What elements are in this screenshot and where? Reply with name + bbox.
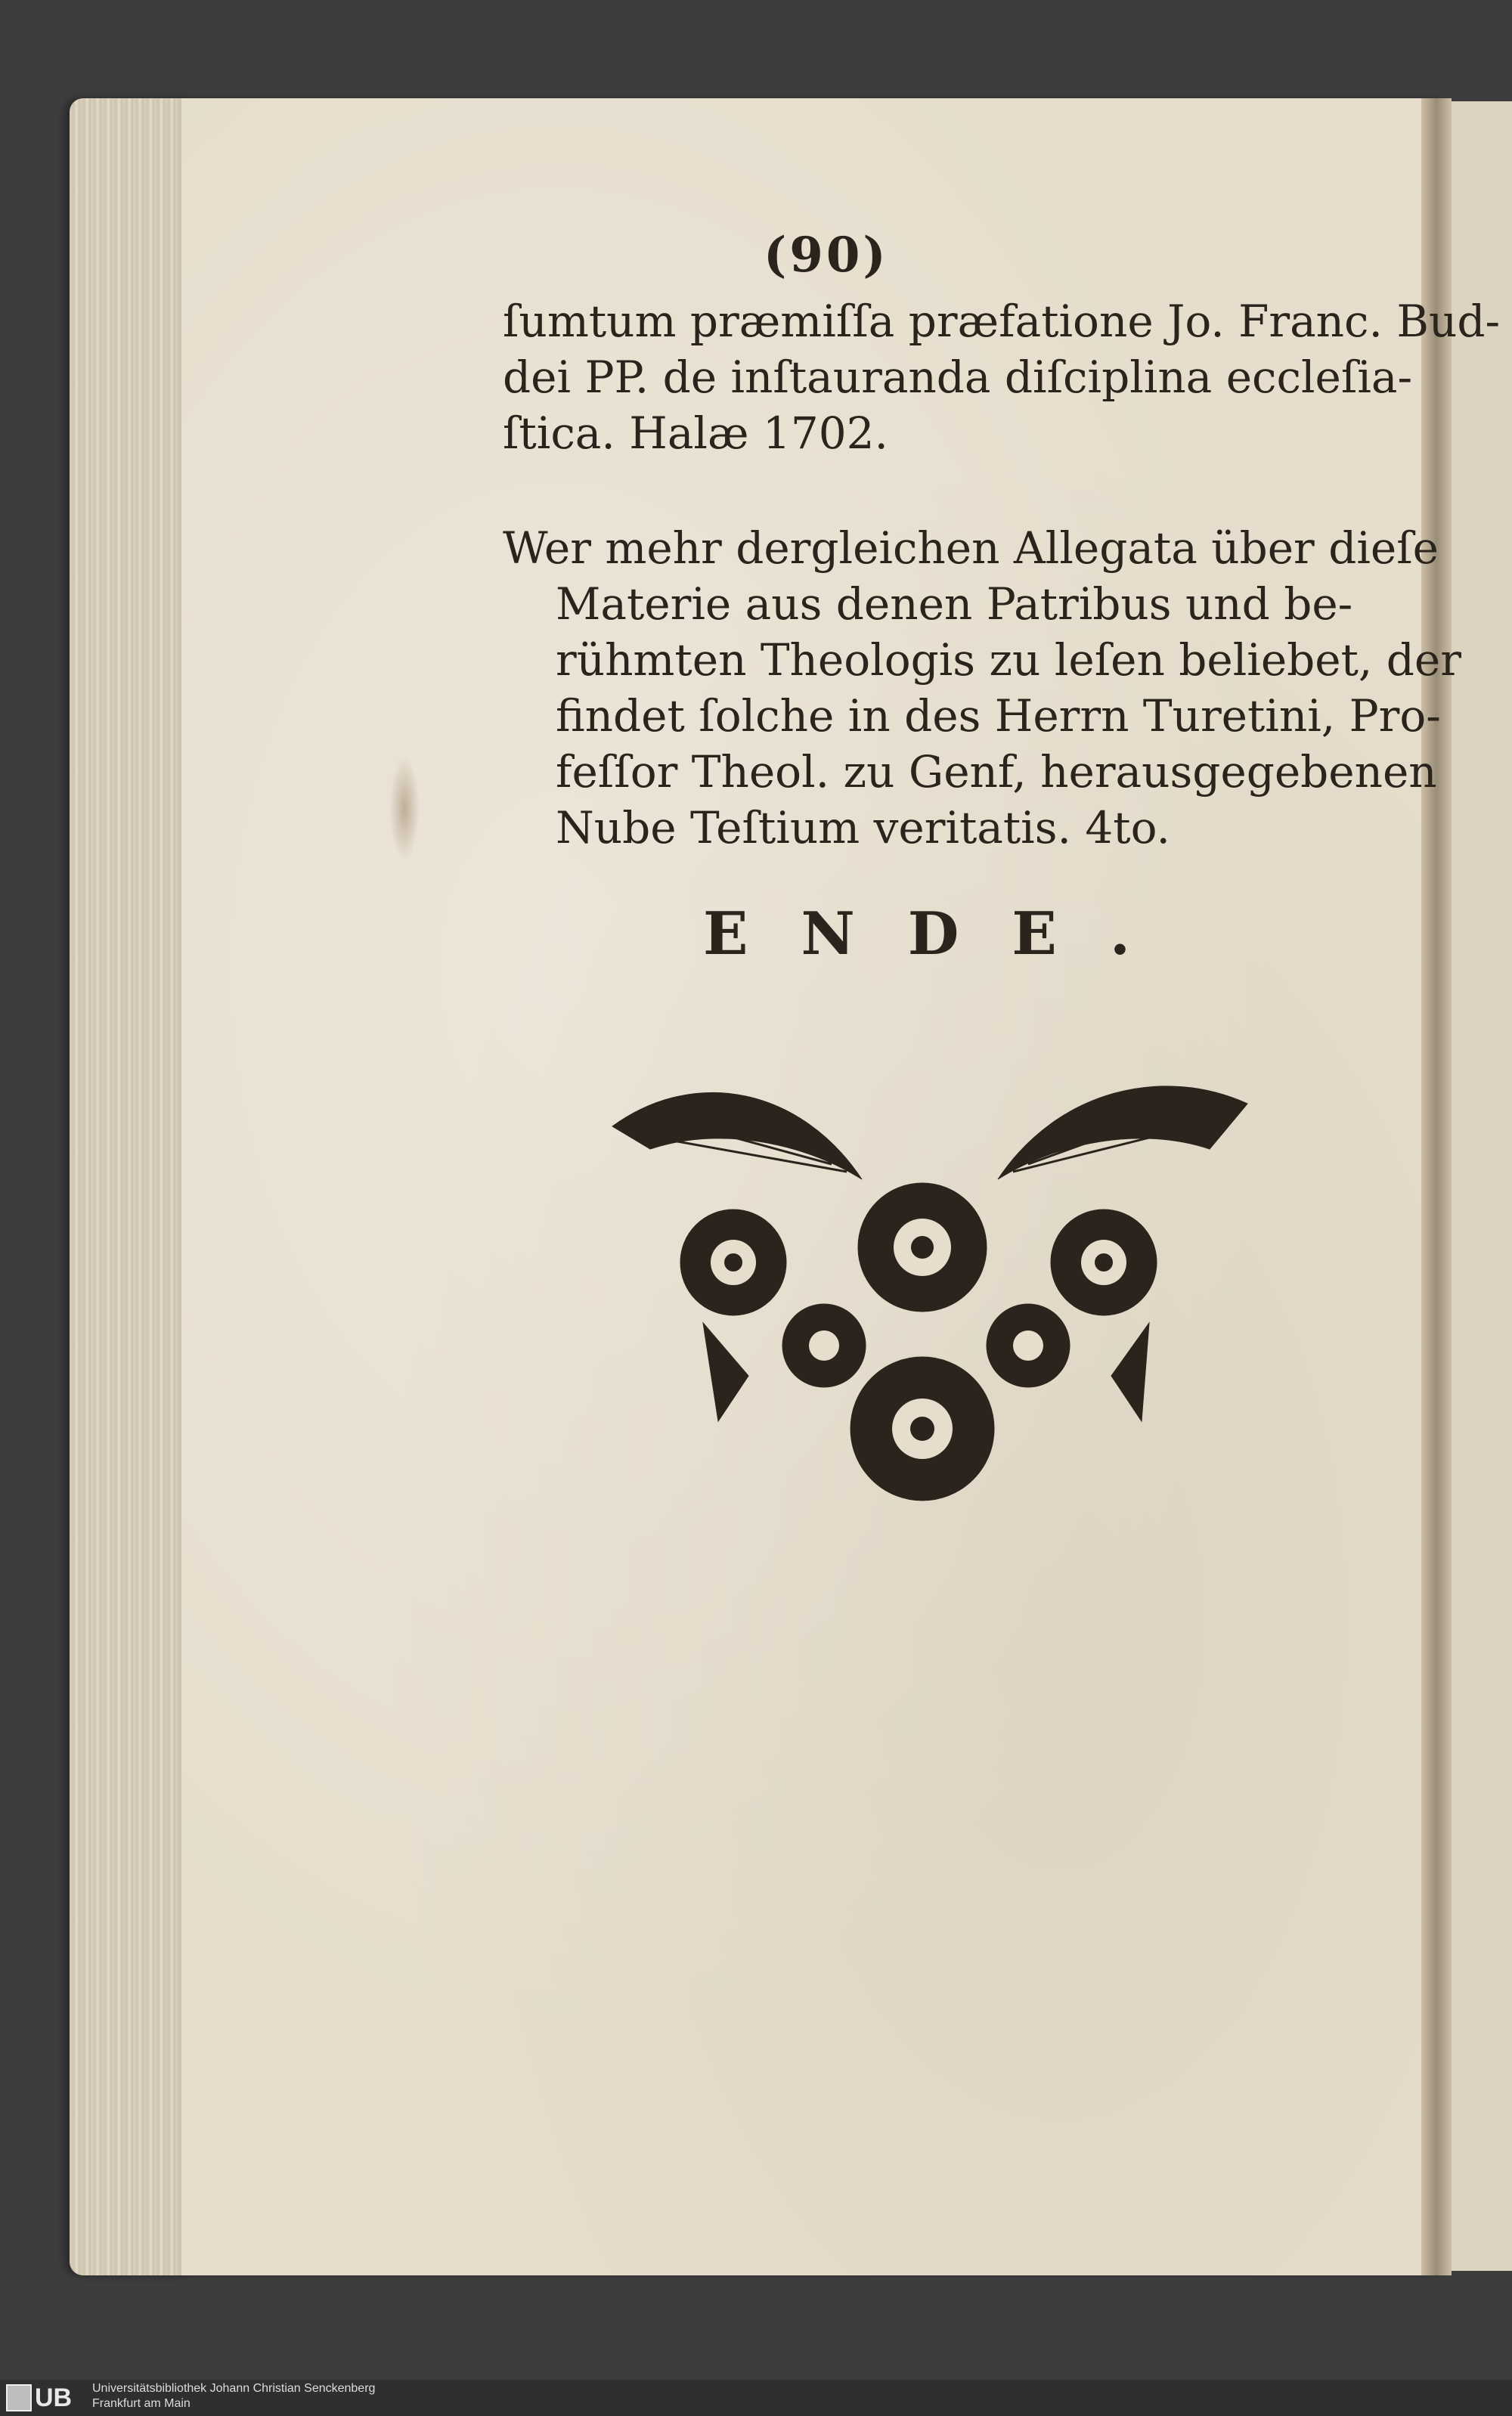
paper-stain xyxy=(389,756,420,862)
text-line: Wer mehr dergleichen Allegata über dieſe xyxy=(503,522,1439,574)
library-logo xyxy=(6,2383,88,2413)
library-name: Universitätsbibliothek Johann Christian Senckenberg xyxy=(92,2382,376,2395)
text-line: Materie aus denen Patribus und be- xyxy=(556,578,1353,630)
text-line: Nube Teſtium veritatis. 4to. xyxy=(556,802,1170,853)
library-city: Frankfurt am Main xyxy=(92,2397,191,2410)
page-edges xyxy=(70,98,191,2275)
paragraph-note xyxy=(503,520,1461,856)
text-line: feſſor Theol. zu Genf, herausgegebenen xyxy=(556,746,1437,798)
floral-ornament-icon xyxy=(605,1073,1255,1542)
page-number: (90) xyxy=(764,227,889,283)
library-credit xyxy=(92,2381,375,2411)
text-line: findet ſolche in des Herrn Turetini, Pro- xyxy=(556,690,1441,742)
text-line: ſumtum præmiſſa præfatione Jo. Franc. Bud- xyxy=(503,296,1501,347)
paragraph-citation xyxy=(503,293,1500,461)
library-logo-text: UB xyxy=(35,2383,73,2412)
text-line: dei PP. de inſtauranda diſciplina eccleſia- xyxy=(503,352,1413,403)
text-line: rühmten Theologis zu leſen beliebet, der xyxy=(556,634,1461,686)
end-heading: ENDE. xyxy=(703,900,1183,968)
text-line: ſtica. Halæ 1702. xyxy=(503,407,888,459)
library-mark-icon xyxy=(6,2384,32,2411)
